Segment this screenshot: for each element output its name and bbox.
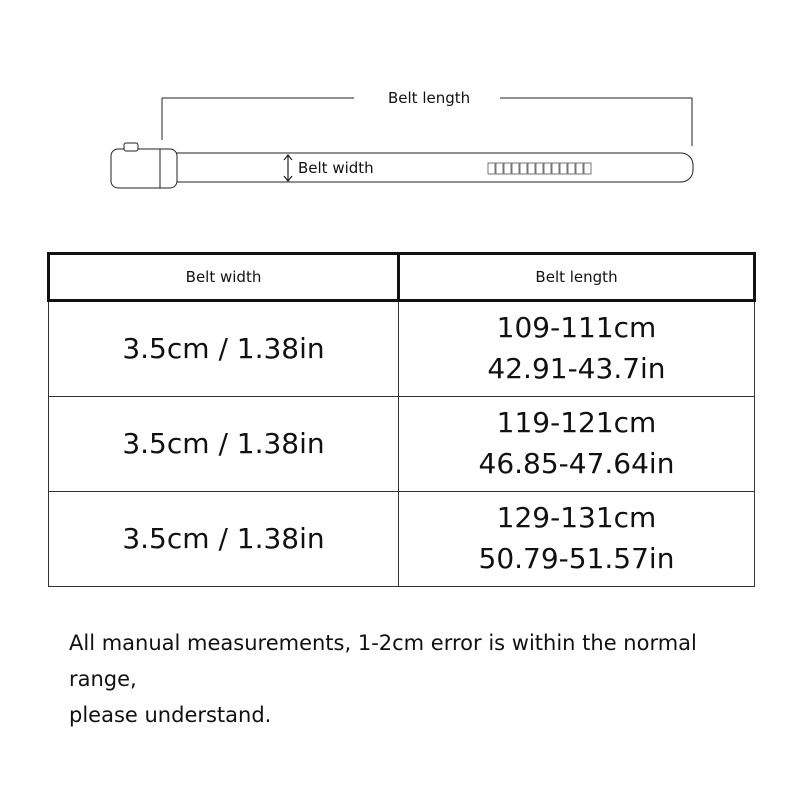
belt-length-label: Belt length: [388, 89, 471, 107]
note-line-2: please understand.: [69, 703, 272, 727]
length-in: 42.91-43.7in: [487, 352, 666, 385]
note-line-1: All manual measurements, 1-2cm error is within the normal range,: [69, 631, 697, 691]
width-cell: 3.5cm / 1.38in: [49, 492, 399, 587]
belt-width-label: Belt width: [298, 159, 374, 177]
length-cell: [399, 492, 755, 587]
width-cell: 3.5cm / 1.38in: [49, 397, 399, 492]
length-cm: 109-111cm: [496, 311, 657, 345]
table-header-row: [49, 254, 755, 301]
length-in: 50.79-51.57in: [478, 542, 675, 575]
width-cell: 3.5cm / 1.38in: [49, 301, 399, 397]
length-cm: 119-121cm: [496, 406, 657, 440]
belt-diagram: [0, 0, 800, 220]
length-cell: [399, 397, 755, 492]
header-belt-length: Belt length: [399, 254, 755, 301]
length-cm: 129-131cm: [496, 501, 657, 535]
length-in: 46.85-47.64in: [478, 447, 675, 480]
size-table: [47, 252, 756, 587]
length-cell: [399, 301, 755, 397]
table-row: [49, 397, 755, 492]
belt-strap: [150, 153, 693, 182]
header-belt-width: Belt width: [49, 254, 399, 301]
table-row: [49, 492, 755, 587]
belt-buckle: [111, 143, 177, 188]
table-row: [49, 301, 755, 397]
belt-illustration: [0, 0, 800, 220]
measurement-note: [69, 625, 769, 733]
